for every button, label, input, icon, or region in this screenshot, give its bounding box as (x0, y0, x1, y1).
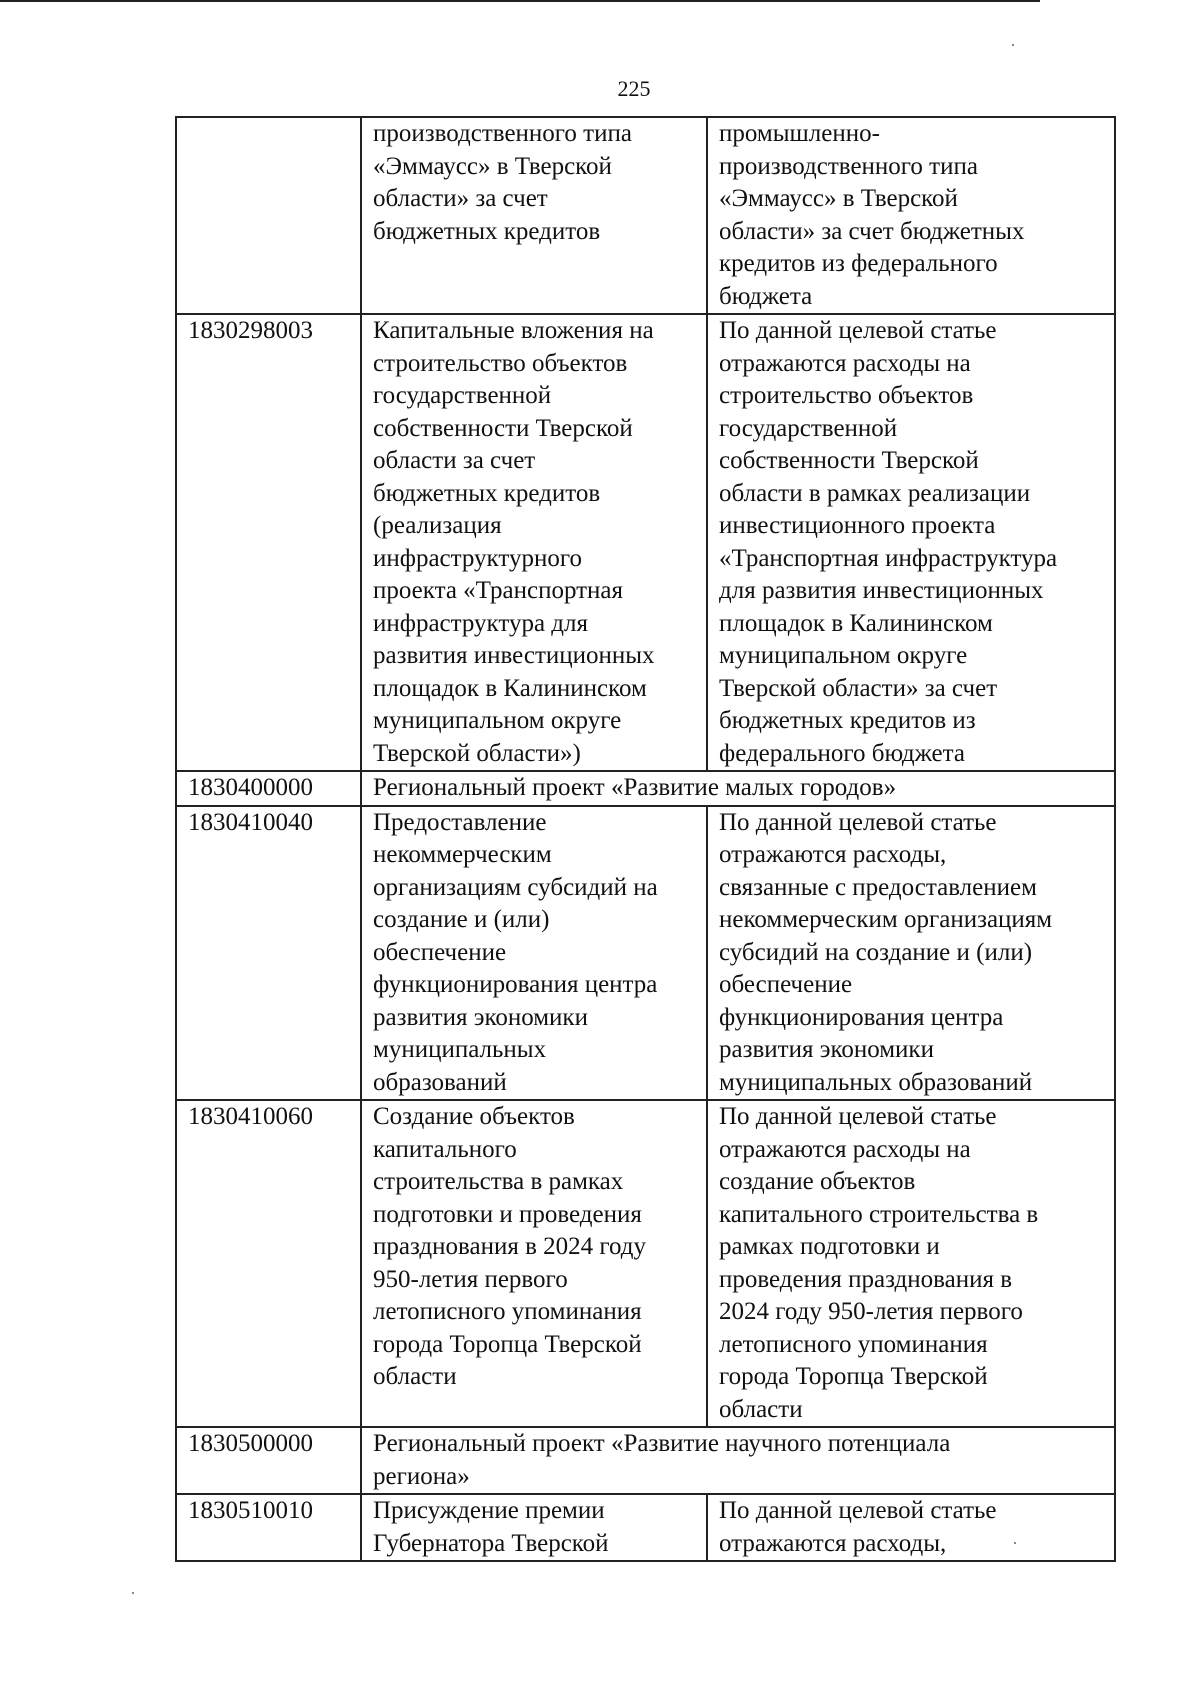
row-name: Создание объектов капитального строительства в рамках подготовки и проведения празднования в 2024 году 950-летия первого летописного упоминания города Торопца Тверской области (361, 1100, 707, 1427)
row-description: промышленно- производственного типа «Эммаусс» в Тверской области» за счет бюджетных кредитов из федерального бюджета (707, 117, 1115, 314)
row-code (176, 117, 361, 314)
row-description: По данной целевой статье отражаются расходы, связанные с предоставлением некоммерческим организациям субсидий на создание и (или) обеспечение функционирования центра развития экономики муниципальных образований (707, 806, 1115, 1101)
row-description: По данной целевой статье отражаются расходы, (707, 1494, 1115, 1561)
row-name: Предоставление некоммерческим организациям субсидий на создание и (или) обеспечение функционирования центра развития экономики муниципальных образований (361, 806, 707, 1101)
scan-speck (1014, 1542, 1016, 1544)
scan-speck (1012, 44, 1014, 46)
row-code: 1830410060 (176, 1100, 361, 1427)
row-name: производственного типа «Эммаусс» в Тверской области» за счет бюджетных кредитов (361, 117, 707, 314)
top-border-line (0, 0, 1040, 2)
table-row (176, 1494, 1115, 1561)
budget-article-table (175, 116, 1116, 1562)
page-number: 225 (617, 76, 651, 101)
row-description: По данной целевой статье отражаются расходы на создание объектов капитального строительства в рамках подготовки и проведения празднования в 2024 году 950-летия первого летописного упоминания города Торопца Тверской области (707, 1100, 1115, 1427)
row-code: 1830400000 (176, 771, 361, 806)
row-code: 1830410040 (176, 806, 361, 1101)
table-section-row (176, 771, 1115, 806)
row-code: 1830298003 (176, 314, 361, 771)
row-name: Присуждение премии Губернатора Тверской (361, 1494, 707, 1561)
row-code: 1830500000 (176, 1427, 361, 1494)
table-row (176, 117, 1115, 314)
table-row (176, 1100, 1115, 1427)
row-description: По данной целевой статье отражаются расходы на строительство объектов государственной собственности Тверской области в рамках реализации инвестиционного проекта «Транспортная инфраструктура для развития инвестиционных площадок в Калининском муниципальном округе Тверской области» за счет бюджетных кредитов из федерального бюджета (707, 314, 1115, 771)
section-title: Региональный проект «Развитие малых городов» (361, 771, 1115, 806)
table-row (176, 806, 1115, 1101)
section-title: Региональный проект «Развитие научного потенциала региона» (361, 1427, 1115, 1494)
table-row (176, 314, 1115, 771)
table-section-row (176, 1427, 1115, 1494)
row-code: 1830510010 (176, 1494, 361, 1561)
row-name: Капитальные вложения на строительство объектов государственной собственности Тверской области за счет бюджетных кредитов (реализация инфраструктурного проекта «Транспортная инфраструктура для развития инвестиционных площадок в Калининском муниципальном округе Тверской области») (361, 314, 707, 771)
scan-speck (132, 1592, 134, 1594)
